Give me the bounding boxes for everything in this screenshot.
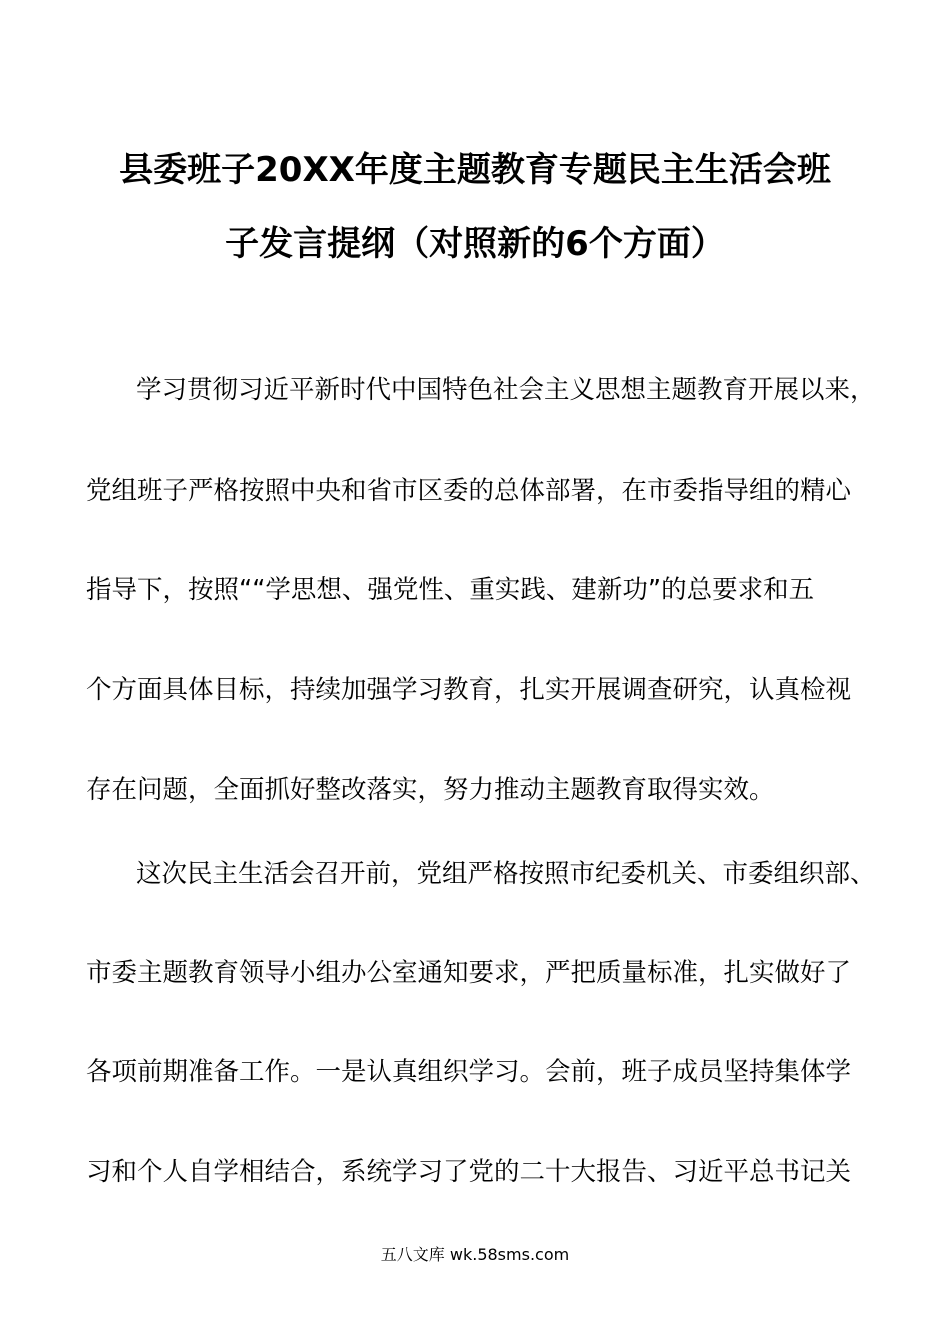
body-line: 学习贯彻习近平新时代中国特色社会主义思想主题教育开展以来， [136, 375, 876, 405]
body-line: 存在问题，全面抓好整改落实，努力推动主题教育取得实效。 [86, 775, 775, 805]
body-line: 个方面具体目标，持续加强学习教育，扎实开展调查研究，认真检视 [86, 675, 852, 705]
body-line: 指导下，按照““学思想、强党性、重实践、建新功”的总要求和五 [86, 575, 815, 605]
document-title-line-1: 县委班子20XX年度主题教育专题民主生活会班 [119, 150, 831, 190]
body-line: 市委主题教育领导小组办公室通知要求，严把质量标准，扎实做好了 [86, 958, 852, 988]
body-line: 这次民主生活会召开前，党组严格按照市纪委机关、市委组织部、 [136, 859, 876, 889]
footer-watermark: 五八文库 wk.58sms.com [380, 1245, 570, 1264]
body-line: 各项前期准备工作。一是认真组织学习。会前，班子成员坚持集体学 [86, 1057, 852, 1087]
document-title-line-2: 子发言提纲（对照新的6个方面） [225, 224, 725, 264]
body-line: 党组班子严格按照中央和省市区委的总体部署，在市委指导组的精心 [86, 476, 852, 506]
body-line: 习和个人自学相结合，系统学习了党的二十大报告、习近平总书记关 [86, 1157, 852, 1187]
